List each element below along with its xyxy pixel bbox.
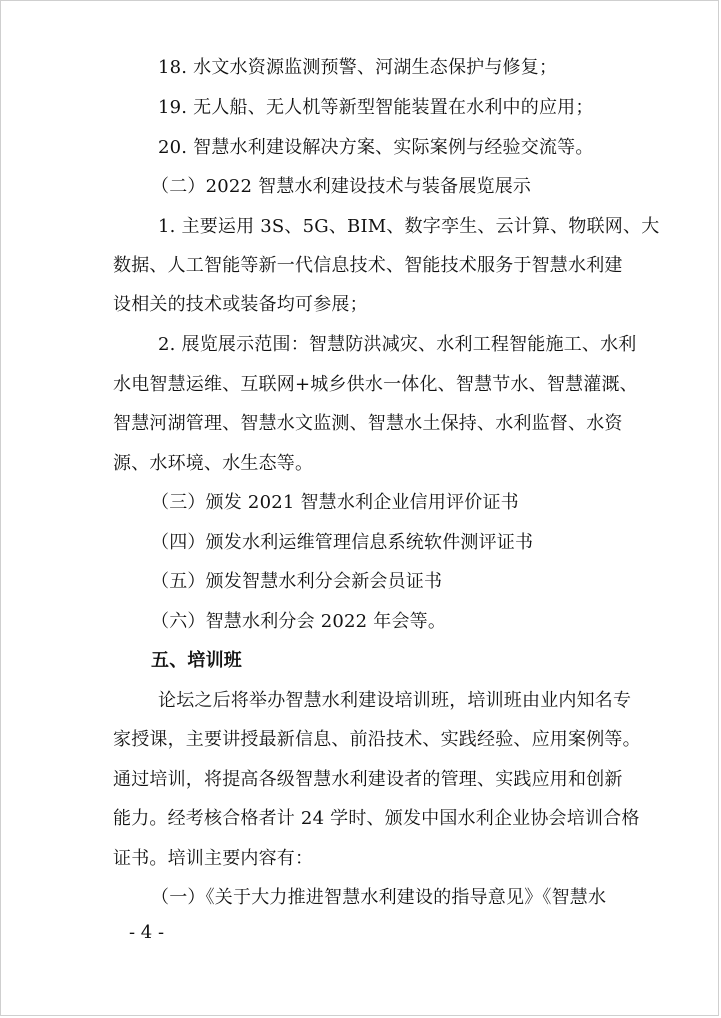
paragraph-text: 论坛之后将举办智慧水利建设培训班，培训班由业内知名专 (158, 690, 632, 711)
heading-text: （六）智慧水利分会 2022 年会等。 (151, 611, 447, 632)
list-item-text: 19. 无人船、无人机等新型智能装置在水利中的应用； (158, 97, 594, 118)
paragraph-text: 数据、人工智能等新一代信息技术、智能技术服务于智慧水利建 (113, 255, 623, 276)
list-item-text: 20. 智慧水利建设解决方案、实际案例与经验交流等。 (158, 137, 594, 158)
paragraph-text: 1. 主要运用 3S、5G、BIM、数字孪生、云计算、物联网、大 (158, 216, 660, 237)
paragraph-text: （一）《关于大力推进智慧水利建设的指导意见》《智慧水 (151, 887, 607, 908)
paragraph-text: 证书。培训主要内容有： (113, 848, 314, 869)
heading-text: （四）颁发水利运维管理信息系统软件测评证书 (151, 532, 534, 553)
list-item-text: 18. 水文水资源监测预警、河湖生态保护与修复； (158, 57, 558, 78)
paragraph-text: 设相关的技术或装备均可参展； (113, 294, 368, 315)
heading-text: （三）颁发 2021 智慧水利企业信用评价证书 (151, 492, 519, 513)
paragraph-text: 水电智慧运维、互联网+城乡供水一体化、智慧节水、智慧灌溉、 (113, 374, 638, 395)
heading-text: （二）2022 智慧水利建设技术与装备展览展示 (151, 176, 532, 197)
paragraph-text: 2. 展览展示范围：智慧防洪减灾、水利工程智能施工、水利 (158, 334, 637, 355)
heading-text: （五）颁发智慧水利分会新会员证书 (151, 571, 443, 592)
paragraph-text: 家授课，主要讲授最新信息、前沿技术、实践经验、应用案例等。 (113, 729, 641, 750)
page-number: - 4 - (129, 922, 165, 943)
paragraph-text: 通过培训，将提高各级智慧水利建设者的管理、实践应用和创新 (113, 769, 623, 790)
paragraph-text: 智慧河湖管理、智慧水文监测、智慧水土保持、水利监督、水资 (113, 413, 623, 434)
heading-text: 五、培训班 (151, 650, 242, 671)
paragraph-text: 能力。经考核合格者计 24 学时、颁发中国水利企业协会培训合格 (113, 808, 640, 829)
paragraph-text: 源、水环境、水生态等。 (113, 453, 314, 474)
